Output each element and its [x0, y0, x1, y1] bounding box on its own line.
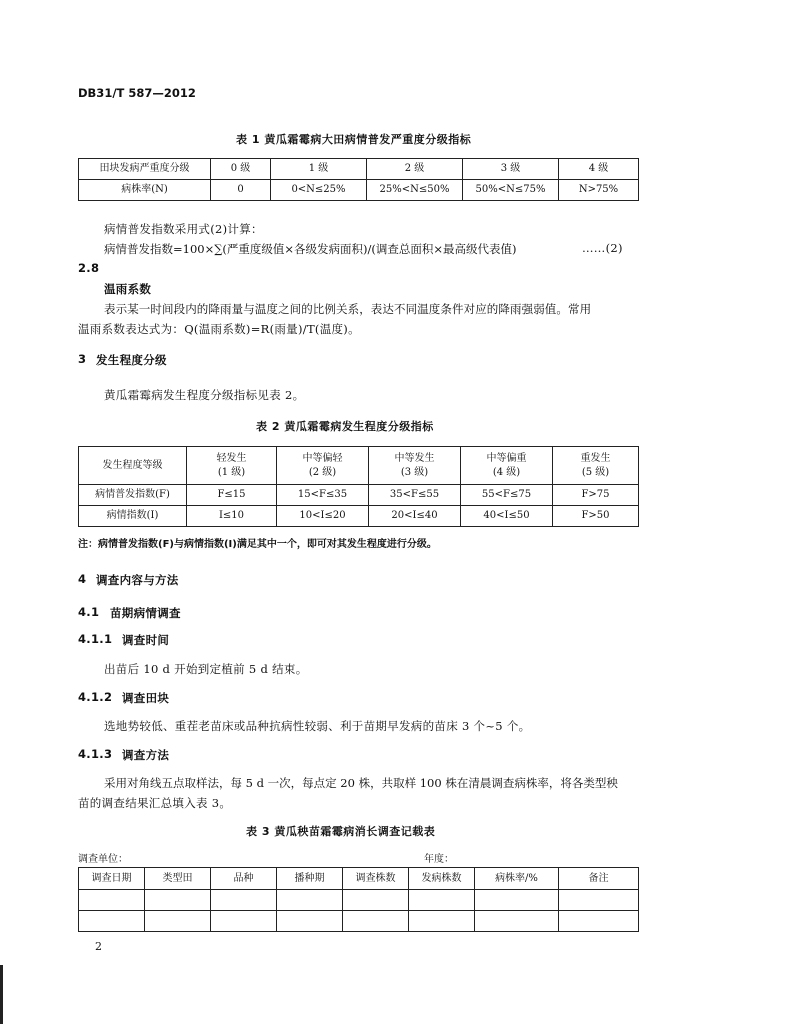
section-4-title: 调查内容与方法: [96, 573, 179, 587]
table3-header-cell: 品种: [211, 868, 277, 890]
level-name: 中等偏轻: [302, 452, 343, 464]
table1-header-cell: 1 级: [271, 159, 367, 180]
section-4-1-1-title: 调查时间: [122, 633, 170, 647]
table1-cell: 病株率(N): [79, 180, 211, 201]
level-name: 重发生: [580, 452, 611, 464]
table2-row: [79, 485, 639, 506]
level-name: 中等发生: [394, 452, 435, 464]
table2-header-label: 发生程度等级: [79, 447, 187, 485]
table2-level-cell: [553, 447, 639, 485]
table3-year-label: 年度：: [424, 854, 454, 865]
level-grade: (2 级): [308, 466, 337, 478]
section-2-8-text-cont: 温雨系数表达式为：Q(温雨系数)=R(雨量)/T(温度)。: [78, 322, 360, 336]
section-3-title: 发生程度分级: [96, 353, 167, 367]
table3-header-cell: 备注: [559, 868, 639, 890]
table1-caption: 表 1 黄瓜霜霉病大田病情普发严重度分级指标: [236, 133, 472, 146]
section-2-8-text: 表示某一时间段内的降雨量与温度之间的比例关系，表达不同温度条件对应的降雨强弱值。常用: [104, 302, 592, 316]
document-code: DB31/T 587—2012: [78, 86, 196, 100]
table3-unit-label: 调查单位：: [78, 854, 128, 865]
table2-row-label: 病情指数(I): [79, 506, 187, 527]
section-4-number: 4: [78, 572, 87, 586]
table1-header-cell: 田块发病严重度分级: [79, 159, 211, 180]
level-name: 轻发生: [216, 452, 247, 464]
section-2-8-number: 2.8: [78, 261, 100, 275]
table1-cell: 50%<N≤75%: [463, 180, 559, 201]
section-4-1-3-number: 4.1.3: [78, 747, 113, 761]
section-4-1-title: 苗期病情调查: [110, 606, 181, 620]
level-grade: (4 级): [492, 466, 521, 478]
table3-blank-row: [79, 890, 639, 911]
table1: [78, 158, 639, 201]
table3-header-cell: 类型田: [145, 868, 211, 890]
table1-cell: 0<N≤25%: [271, 180, 367, 201]
formula-text: 病情普发指数=100×∑(严重度级值×各级发病面积)/(调查总面积×最高级代表值): [104, 242, 517, 256]
section-4-1-3-text-cont: 苗的调查结果汇总填入表 3。: [78, 796, 232, 810]
table2-level-cell: [461, 447, 553, 485]
level-name: 中等偏重: [486, 452, 527, 464]
table2-cell: I≤10: [187, 506, 277, 527]
section-4-1-1-text: 出苗后 10 d 开始到定植前 5 d 结束。: [104, 662, 308, 676]
table3-header-row: [79, 868, 639, 890]
table1-cell: 0: [211, 180, 271, 201]
table2: [78, 446, 639, 527]
table3-header-cell: 播种期: [277, 868, 343, 890]
level-grade: (5 级): [581, 466, 610, 478]
table2-level-cell: [277, 447, 369, 485]
table3-header-cell: 调查株数: [343, 868, 409, 890]
table2-cell: 20<I≤40: [369, 506, 461, 527]
table3: [78, 867, 639, 932]
table2-caption: 表 2 黄瓜霜霉病发生程度分级指标: [256, 420, 434, 433]
section-4-1-2-text: 选地势较低、重茬老苗床或品种抗病性较弱、利于苗期早发病的苗床 3 个~5 个。: [104, 719, 531, 733]
table2-cell: 55<F≤75: [461, 485, 553, 506]
table3-header-cell: 发病株数: [409, 868, 475, 890]
table2-header-row: [79, 447, 639, 485]
table2-cell: F≤15: [187, 485, 277, 506]
table2-cell: F>75: [553, 485, 639, 506]
section-4-1-1-number: 4.1.1: [78, 632, 113, 646]
section-4-1-2-number: 4.1.2: [78, 690, 113, 704]
table2-cell: 40<I≤50: [461, 506, 553, 527]
table3-header-cell: 病株率/%: [475, 868, 559, 890]
section-4-1-number: 4.1: [78, 605, 100, 619]
formula-intro: 病情普发指数采用式(2)计算：: [104, 222, 263, 236]
table1-cell: N>75%: [559, 180, 639, 201]
section-4-1-2-title: 调查田块: [122, 691, 170, 705]
table1-header-row: [79, 159, 639, 180]
table1-header-cell: 4 级: [559, 159, 639, 180]
section-3-text: 黄瓜霜霉病发生程度分级指标见表 2。: [104, 388, 305, 402]
section-4-1-3-title: 调查方法: [122, 748, 170, 762]
table2-note: 注：病情普发指数(F)与病情指数(I)满足其中一个，即可对其发生程度进行分级。: [78, 539, 437, 550]
section-2-8-title: 温雨系数: [104, 282, 152, 296]
table3-header-cell: 调查日期: [79, 868, 145, 890]
table1-header-cell: 2 级: [367, 159, 463, 180]
formula-number: ……(2): [582, 241, 623, 255]
page-number: 2: [95, 940, 102, 953]
table2-level-cell: [369, 447, 461, 485]
scan-edge-mark: [0, 965, 3, 1024]
table2-cell: 35<F≤55: [369, 485, 461, 506]
table3-blank-row: [79, 911, 639, 932]
section-4-1-3-text: 采用对角线五点取样法，每 5 d 一次，每点定 20 株，共取样 100 株在清晨调查病株率，将各类型秧: [104, 776, 618, 790]
table1-cell: 25%<N≤50%: [367, 180, 463, 201]
table1-header-cell: 0 级: [211, 159, 271, 180]
table2-cell: F>50: [553, 506, 639, 527]
table1-header-cell: 3 级: [463, 159, 559, 180]
level-grade: (1 级): [217, 466, 246, 478]
table2-level-cell: [187, 447, 277, 485]
table3-caption: 表 3 黄瓜秧苗霜霉病消长调查记载表: [246, 825, 436, 838]
table2-row: [79, 506, 639, 527]
table2-cell: 10<I≤20: [277, 506, 369, 527]
table1-row: [79, 180, 639, 201]
section-3-number: 3: [78, 352, 87, 366]
table2-cell: 15<F≤35: [277, 485, 369, 506]
table2-row-label: 病情普发指数(F): [79, 485, 187, 506]
level-grade: (3 级): [400, 466, 429, 478]
